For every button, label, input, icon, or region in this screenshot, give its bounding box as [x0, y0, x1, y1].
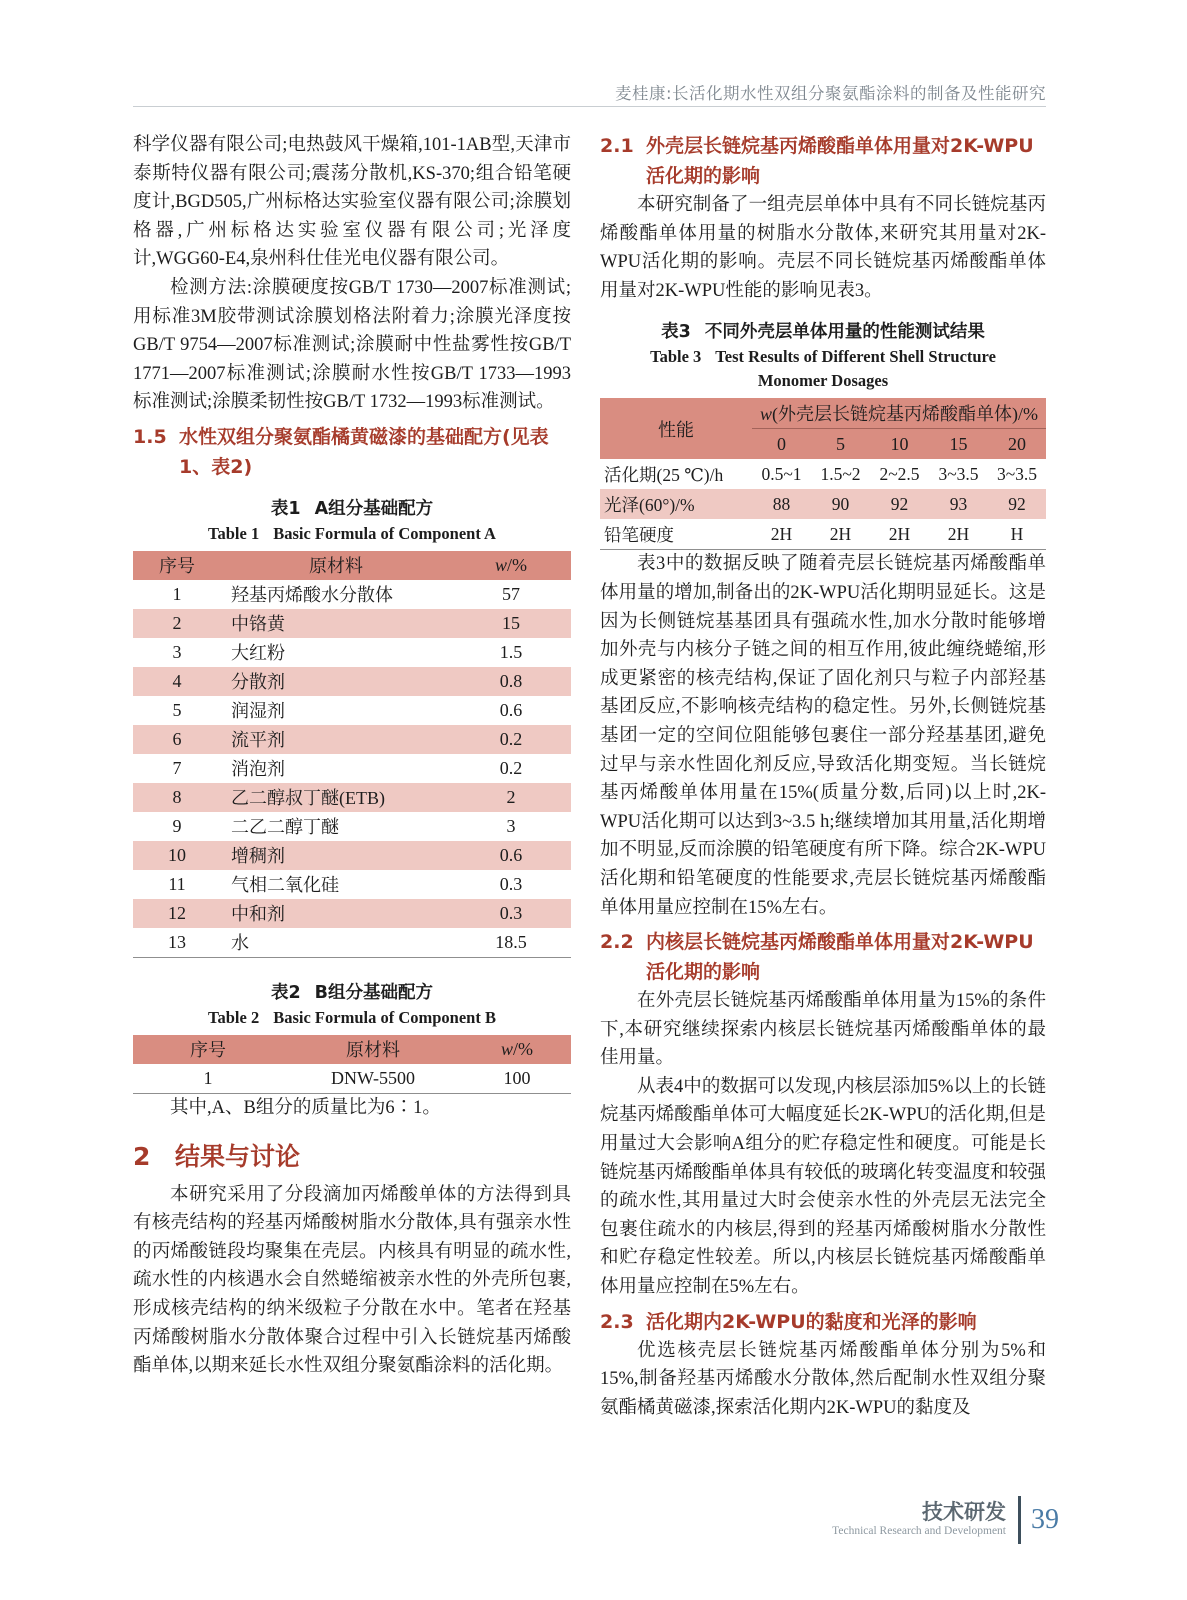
cell-material: 分散剂: [221, 667, 451, 696]
footer-section-zh: 技术研发: [922, 1500, 1006, 1524]
table3-caption-zh-label: 表3: [661, 322, 691, 343]
header-cell-dosage: 20: [988, 429, 1046, 460]
w-symbol: w: [760, 404, 773, 425]
cell-w: 3: [506, 815, 516, 836]
table1-row: [133, 696, 571, 725]
table3-header-row-1: [600, 398, 1046, 429]
cell-w: 0.6: [451, 841, 571, 870]
cell-material: 羟基丙烯酸水分散体: [231, 585, 393, 606]
paragraph-instruments: 科学仪器有限公司;电热鼓风干燥箱,101-1AB型,天津市泰斯特仪器有限公司;震荡分散机,KS-370;组合铅笔硬度计,BGD505,广州标格达实验室仪器有限公司;涂膜划格器,广州标格达实验室仪器有限公司;光泽度计,WGG60-E4,泉州科仕佳光电仪器有限公司。: [133, 135, 571, 270]
cell-w: 100: [503, 1067, 531, 1088]
header-cell-material: 原材料: [283, 1035, 463, 1064]
section-title: 水性双组分聚氨酯橘黄磁漆的基础配方(见表1、表2): [179, 425, 549, 478]
right-column: [600, 131, 1046, 1422]
w-unit: /%: [513, 1038, 533, 1059]
w-symbol: w: [494, 554, 507, 575]
table3-caption-zh: [600, 319, 1046, 345]
table3-caption-zh-title: 不同外壳层单体用量的性能测试结果: [704, 322, 985, 343]
cell-property: 活化期(25 ℃)/h: [604, 464, 724, 485]
table1-row: [133, 870, 571, 899]
cell-no: 7: [172, 757, 182, 778]
cell-no: 8: [133, 783, 221, 812]
cell-no: 11: [168, 873, 186, 894]
paragraph-2-3: 优选核壳层长链烷基丙烯酸酯单体分别为5%和15%,制备羟基丙烯酸水分散体,然后配制水性双组分聚氨酯橘黄磁漆,探索活化期内2K-WPU的黏度及: [600, 1340, 1046, 1418]
cell-w: 15: [451, 609, 571, 638]
section-number: 2: [133, 1141, 151, 1171]
paragraph-test-methods: 检测方法:涂膜硬度按GB/T 1730—2007标准测试;用标准3M胶带测试涂膜划格法附着力;涂膜光泽度按GB/T 9754—2007标准测试;涂膜耐中性盐雾性按GB/T 1771—2007标准测试;涂膜耐水性按GB/T 1733—1993标准测试;涂膜柔韧性按GB/T 1732—1993标准测试。: [133, 277, 571, 413]
cell-no: 1: [203, 1067, 213, 1088]
table3-row-pencil-hardness: [600, 519, 1046, 550]
table2-caption-en: [133, 1006, 571, 1030]
header-cell-dosage-span: [752, 398, 1046, 429]
cell-no: 13: [168, 931, 186, 952]
header-cell-w: [463, 1035, 571, 1064]
cell-value: 88: [752, 489, 811, 519]
paragraph-table3-discussion: 表3中的数据反映了随着壳层长链烷基丙烯酸酯单体用量的增加,制备出的2K-WPU活化期明显延长。这是因为长侧链烷基基团具有强疏水性,加水分散时能够增加外壳与内核分子链之间的相互作用,彼此缠绕蜷缩,形成更紧密的核壳结构,保证了固化剂只与粒子内部羟基基团反应,不影响核壳结构的稳定性。另外,长侧链烷基基团一定的空间位阻能够包裹住一部分羟基基团,避免过早与亲水性固化剂反应,导致活化期变短。当长链烷基丙烯酸单体用量在15%(质量分数,后同)以上时,2K-WPU活化期可以达到3~3.5 h;继续增加其用量,活化期增加不明显,反而涂膜的铅笔硬度有所下降。综合2K-WPU活化期和铅笔硬度的性能要求,壳层长链烷基丙烯酸酯单体用量应控制在15%左右。: [600, 554, 1046, 918]
cell-no: 5: [172, 699, 182, 720]
cell-material: 乙二醇叔丁醚(ETB): [221, 783, 451, 812]
cell-w: 0.8: [451, 667, 571, 696]
cell-w: 2: [451, 783, 571, 812]
cell-material: 气相二氧化硅: [231, 875, 339, 896]
paragraph-results-intro: 本研究采用了分段滴加丙烯酸单体的方法得到具有核壳结构的羟基丙烯酸树脂水分散体,具有强亲水性的丙烯酸链段均聚集在壳层。内核具有明显的疏水性,疏水性的内核遇水会自然蜷缩被亲水性的外壳所包裹,形成核壳结构的纳米级粒子分散在水中。笔者在羟基丙烯酸树脂水分散体聚合过程中引入长链烷基丙烯酸酯单体,以期来延长水性双组分聚氨酯涂料的活化期。: [133, 1184, 571, 1377]
table2-component-b: [133, 1035, 571, 1094]
table2-caption-en-label: Table 2: [208, 1007, 260, 1027]
table2-caption-zh: [133, 980, 571, 1006]
header-cell-w: [451, 551, 571, 580]
table3-caption-en-label: Table 3: [650, 347, 702, 367]
footer-section: [832, 1501, 1006, 1539]
table2-caption-zh-label: 表2: [270, 982, 301, 1003]
cell-no: 10: [133, 841, 221, 870]
section-title: 结果与讨论: [175, 1141, 301, 1171]
cell-material: 中和剂: [221, 899, 451, 928]
footer-divider-bar: [1018, 1496, 1021, 1544]
cell-value: 93: [929, 489, 988, 519]
section-number: 2.1: [600, 135, 634, 157]
paragraph-2-1: 本研究制备了一组壳层单体中具有不同长链烷基丙烯酸酯单体用量的树脂水分散体,来研究其用量对2K-WPU活化期的影响。壳层不同长链烷基丙烯酸酯单体用量对2K-WPU性能的影响见表3。: [600, 195, 1046, 301]
cell-w: 0.2: [499, 757, 523, 778]
cell-w: 1.5: [499, 641, 523, 662]
table1-caption-zh-title: A组分基础配方: [314, 498, 434, 519]
cell-value: 2H: [888, 523, 911, 544]
section-number: 2.3: [600, 1310, 634, 1333]
cell-value: 2~2.5: [879, 463, 920, 484]
section-heading-2-1: [600, 131, 1046, 191]
header-cell-dosage: 10: [870, 429, 929, 460]
table3-caption-en-text: Test Results of Different Shell Structure: [715, 347, 996, 367]
table1-row: [133, 725, 571, 754]
cell-no: 6: [133, 725, 221, 754]
cell-w: 0.6: [499, 699, 523, 720]
table1-row: [133, 754, 571, 783]
table1-caption-zh: [133, 496, 571, 522]
section-title: 活化期内2K-WPU的黏度和光泽的影响: [646, 1310, 977, 1333]
table1-row: [133, 667, 571, 696]
header-cell-dosage: 5: [811, 429, 870, 460]
table1-component-a: [133, 551, 571, 958]
cell-value: 3~3.5: [996, 463, 1038, 484]
cell-no: 12: [133, 899, 221, 928]
cell-property: 光泽(60°)/%: [600, 489, 752, 519]
cell-value: 2H: [947, 523, 970, 544]
table1-row: [133, 638, 571, 667]
cell-material: 水: [231, 933, 249, 954]
table3-row-gloss: [600, 489, 1046, 519]
cell-no: 1: [172, 583, 182, 604]
section-heading-1-5: [133, 422, 571, 482]
table1-row: [133, 841, 571, 870]
section-heading-2-3: [600, 1307, 1046, 1337]
table2-caption-zh-title: B组分基础配方: [314, 982, 434, 1003]
page-footer: [832, 1496, 1059, 1544]
cell-material: 二乙二醇丁醚: [231, 817, 339, 838]
table2-caption-en-title: Basic Formula of Component B: [273, 1007, 496, 1027]
table1-header-row: [133, 551, 571, 580]
table3-test-results: [600, 398, 1046, 550]
table1-row: [133, 928, 571, 958]
table1-row: [133, 580, 571, 609]
cell-w: 0.3: [451, 899, 571, 928]
header-cell-material: 原材料: [221, 551, 451, 580]
section-title: 内核层长链烷基丙烯酸酯单体用量对2K-WPU活化期的影响: [646, 931, 1034, 984]
cell-material: DNW-5500: [331, 1067, 415, 1088]
table1-caption-en-label: Table 1: [208, 523, 260, 543]
cell-value: 92: [988, 489, 1046, 519]
cell-no: 9: [172, 815, 182, 836]
paragraph-2-2a: 在外壳层长链烷基丙烯酸酯单体用量为15%的条件下,本研究继续探索内核层长链烷基丙烯酸酯单体的最佳用量。: [600, 991, 1046, 1069]
section-number: 2.2: [600, 931, 634, 954]
cell-w: 0.3: [499, 873, 523, 894]
table3-caption-en-line1: [600, 345, 1046, 369]
cell-material: 增稠剂: [221, 841, 451, 870]
running-head: 麦桂康:长活化期水性双组分聚氨酯涂料的制备及性能研究: [614, 84, 1046, 103]
cell-material: 大红粉: [231, 643, 285, 664]
section-number: 1.5: [133, 425, 167, 448]
w-symbol: w: [500, 1038, 513, 1059]
table1-row: [133, 609, 571, 638]
cell-no: 4: [133, 667, 221, 696]
cell-value: 3~3.5: [938, 463, 979, 484]
header-cell-property: 性能: [600, 398, 752, 459]
cell-material: 消泡剂: [231, 759, 285, 780]
table1-caption-zh-label: 表1: [270, 498, 301, 519]
page-number: 39: [1031, 1504, 1059, 1535]
dosage-span-label: (外壳层长链烷基丙烯酸酯单体)/%: [772, 404, 1038, 425]
cell-no: 2: [133, 609, 221, 638]
footer-section-en: Technical Research and Development: [832, 1525, 1006, 1537]
left-column: [133, 131, 571, 1381]
cell-value: H: [1010, 523, 1024, 544]
table1-row: [133, 812, 571, 841]
cell-property: 铅笔硬度: [604, 524, 674, 545]
cell-value: 2H: [829, 523, 852, 544]
cell-value: 0.5~1: [761, 463, 802, 484]
table3-caption-en-line2: Monomer Dosages: [757, 371, 889, 391]
section-heading-2: [133, 1139, 571, 1175]
table1-caption-en: [133, 522, 571, 546]
table1-caption-en-title: Basic Formula of Component A: [273, 523, 496, 543]
header-cell-dosage: 0: [752, 429, 811, 460]
table3-row-pot-life: [600, 459, 1046, 489]
paragraph-ratio: 其中,A、B组分的质量比为6∶1。: [170, 1097, 441, 1118]
paragraph-2-2b: 从表4中的数据可以发现,内核层添加5%以上的长链烷基丙烯酸酯单体可大幅度延长2K-WPU的活化期,但是用量过大会影响A组分的贮存稳定性和硬度。可能是长链烷基丙烯酸酯单体具有较低的玻璃化转变温度和较强的疏水性,其用量过大时会使亲水性的外壳层无法完全包裹住疏水的内核层,得到的羟基丙烯酸树脂水分散性和贮存稳定性较差。所以,内核层长链烷基丙烯酸酯单体用量应控制在5%左右。: [600, 1076, 1046, 1298]
header-cell-no: 序号: [133, 1035, 283, 1064]
cell-material: 流平剂: [221, 725, 451, 754]
table1-row: [133, 783, 571, 812]
section-heading-2-2: [600, 927, 1046, 987]
section-title: 外壳层长链烷基丙烯酸酯单体用量对2K-WPU活化期的影响: [646, 135, 1034, 187]
cell-material: 润湿剂: [231, 701, 285, 722]
cell-w: 57: [502, 583, 520, 604]
header-divider: [133, 106, 1046, 107]
cell-value: 90: [811, 489, 870, 519]
cell-value: 1.5~2: [820, 463, 861, 484]
cell-w: 18.5: [495, 931, 527, 952]
cell-value: 2H: [770, 523, 793, 544]
header-cell-no: 序号: [133, 551, 221, 580]
w-unit: /%: [507, 554, 527, 575]
table2-header-row: [133, 1035, 571, 1064]
cell-w: 0.2: [451, 725, 571, 754]
cell-material: 中铬黄: [221, 609, 451, 638]
cell-no: 3: [172, 641, 182, 662]
header-cell-dosage: 15: [929, 429, 988, 460]
cell-value: 92: [870, 489, 929, 519]
table1-row: [133, 899, 571, 928]
table2-row: [133, 1064, 571, 1094]
